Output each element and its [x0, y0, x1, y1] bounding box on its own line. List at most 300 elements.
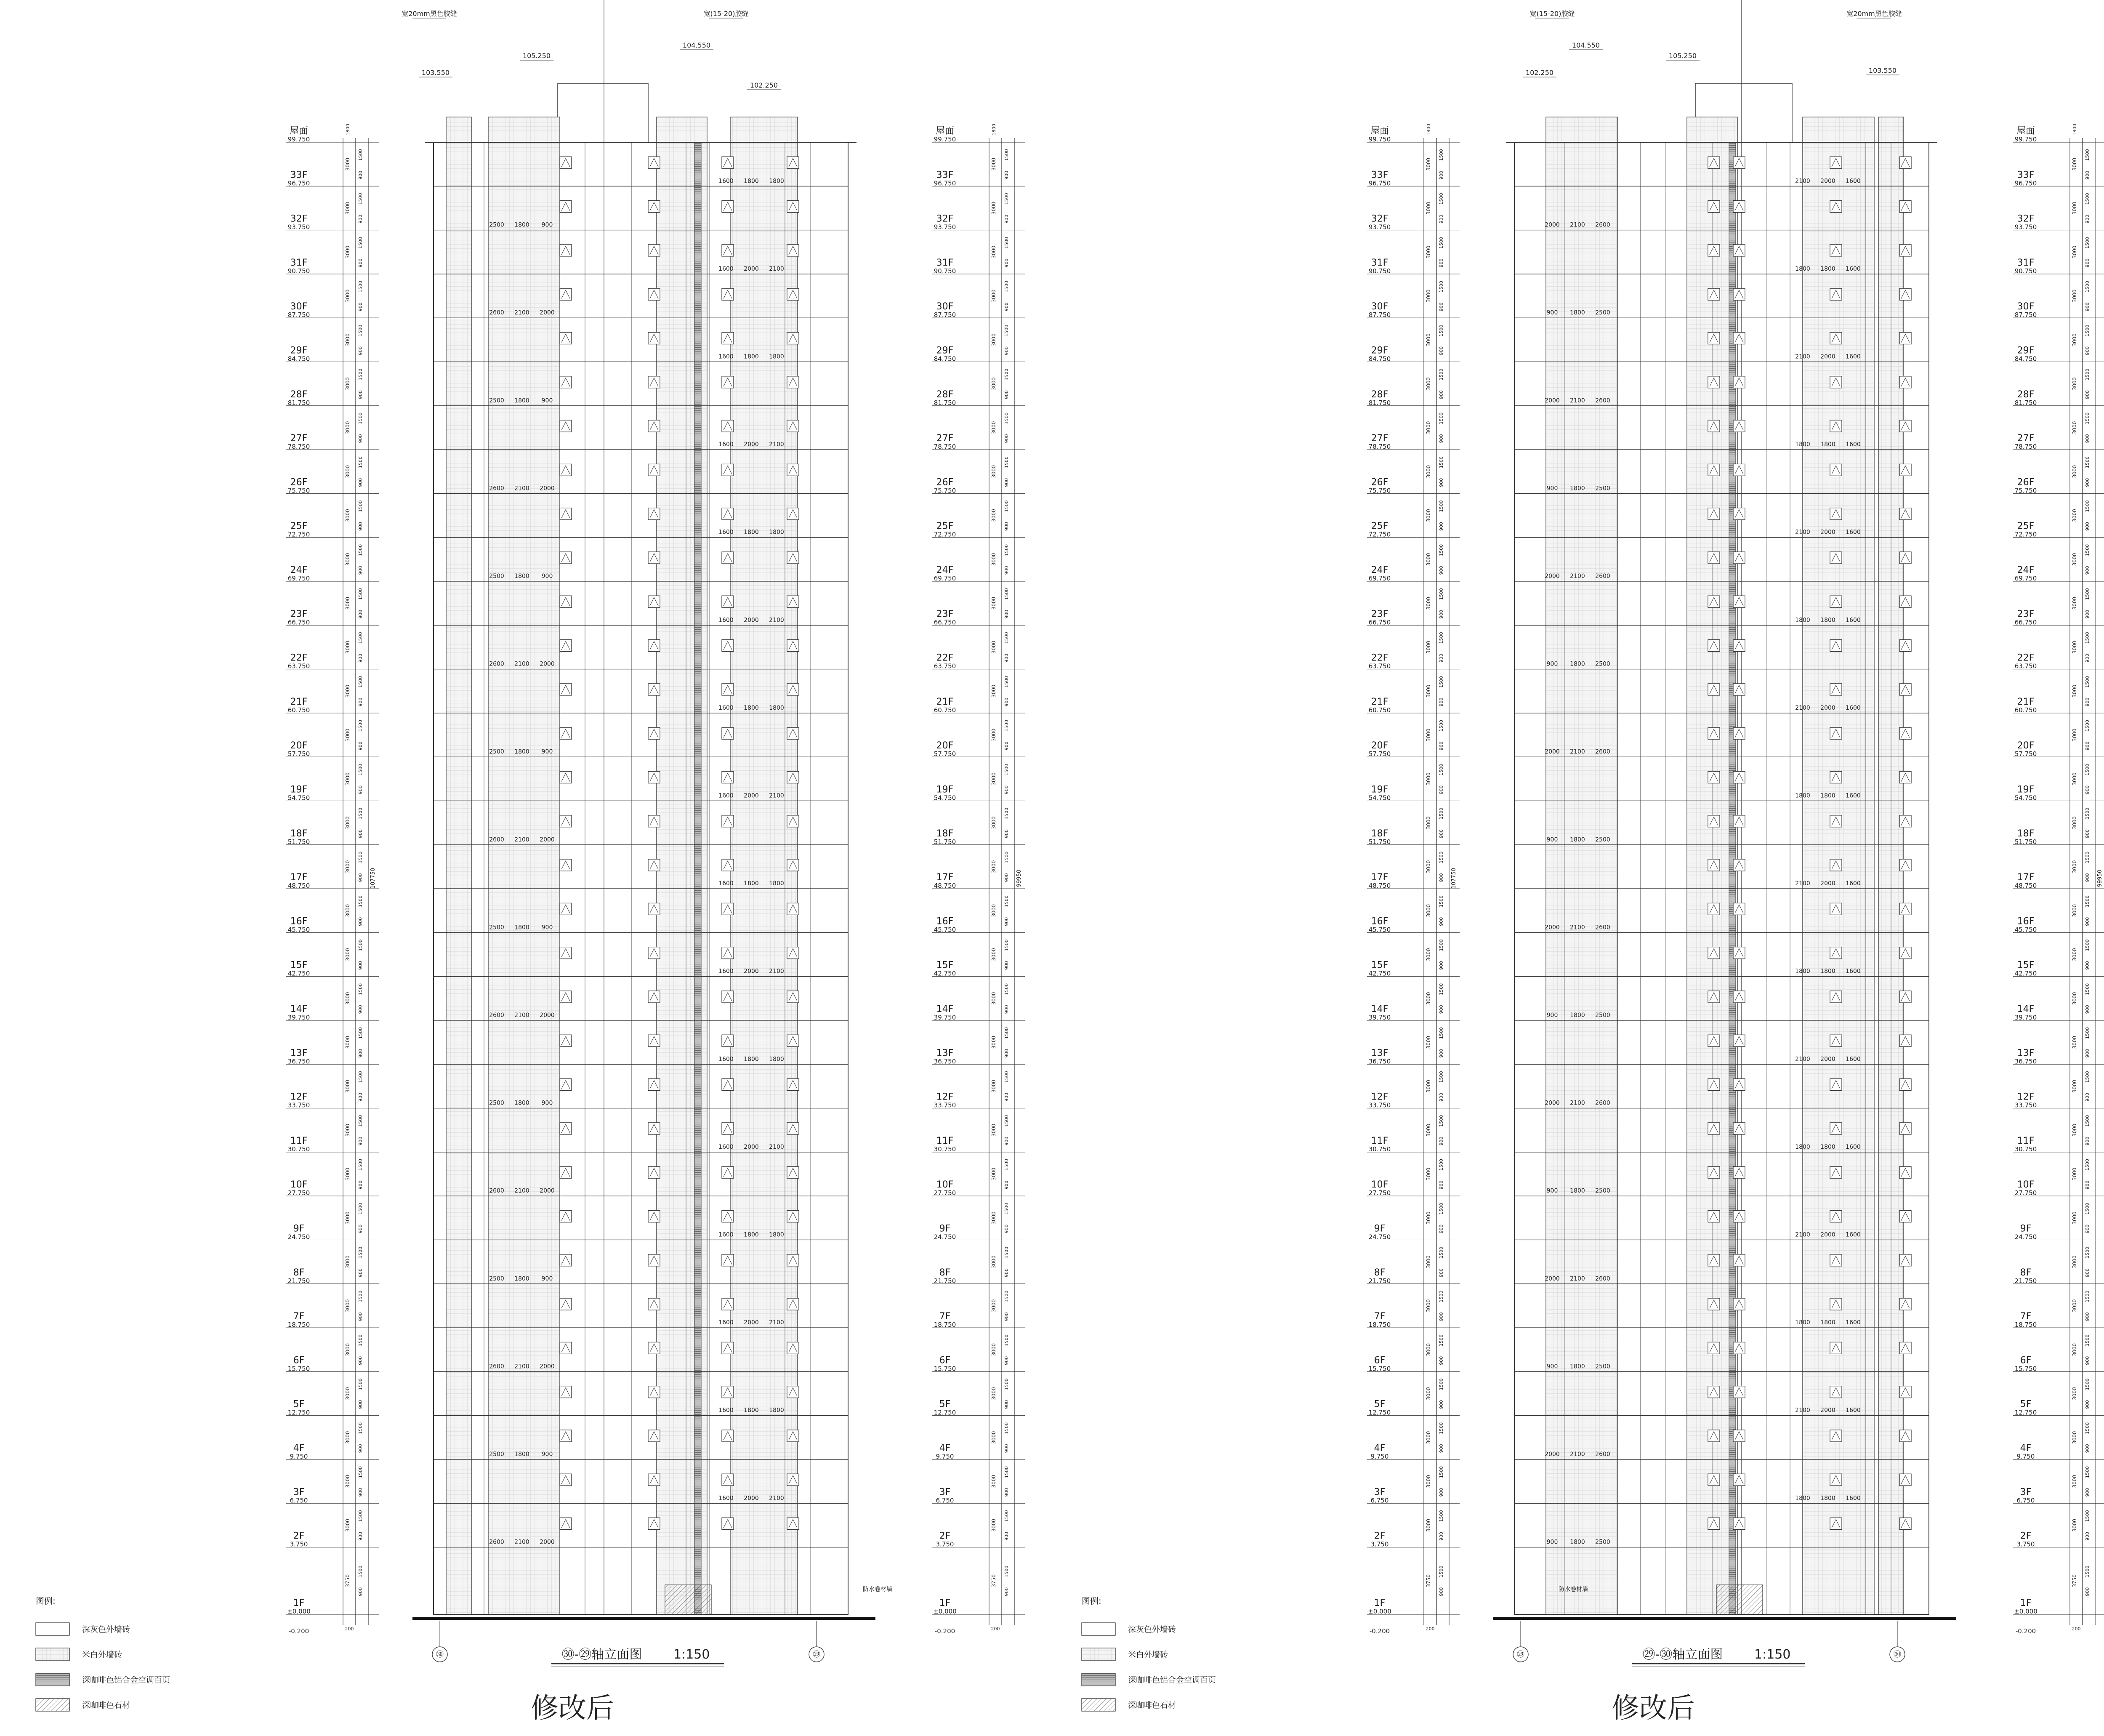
window-dim: 1500 [1004, 632, 1009, 644]
bay-dim-label: 2000 [540, 1363, 555, 1370]
storey-dim: 3000 [991, 1167, 997, 1181]
storey-dim: 3750 [2072, 1574, 2077, 1587]
sill-dim: 900 [2085, 785, 2090, 794]
floor-label: 3F [2020, 1487, 2032, 1498]
bay-dim-label: 1800 [514, 924, 529, 931]
sill-dim: 900 [2085, 610, 2090, 619]
sill-dim: 900 [1439, 698, 1444, 707]
top-note-4: 102.250 [1525, 68, 1554, 77]
storey-dim: 3000 [991, 596, 997, 610]
bay-dim-label: 1800 [1795, 792, 1810, 799]
floor-label: 8F [293, 1267, 305, 1278]
bay-dim-label: 900 [541, 572, 553, 580]
bay-dim-label: 1600 [1846, 792, 1861, 799]
legend-label: 深灰色外墙砖 [82, 1625, 130, 1634]
window-dim: 1500 [1004, 1159, 1009, 1171]
window-dim: 1500 [358, 412, 363, 424]
window-dim: 1500 [1439, 807, 1444, 820]
floor-elevation: ±0.000 [2014, 1608, 2038, 1615]
sill-dim: 900 [358, 829, 363, 839]
floor-label: 26F [290, 477, 308, 488]
below-grade-elev: -0.200 [1369, 1627, 1390, 1635]
floor-label: 7F [293, 1311, 305, 1322]
bay-dim-label: 2000 [1820, 1056, 1835, 1063]
sill-dim: 900 [2085, 961, 2090, 970]
legend-swatch-louver [1082, 1673, 1115, 1686]
storey-dim: 3000 [991, 289, 997, 303]
floor-label: 25F [290, 521, 308, 532]
sill-dim: 900 [2085, 1312, 2090, 1321]
drawing-scale: 1:150 [673, 1647, 710, 1662]
below-grade-elev: -0.200 [2015, 1627, 2036, 1635]
storey-dim: 3000 [2072, 1387, 2077, 1400]
bay-dim-label: 2100 [514, 309, 529, 317]
floor-elevation: 30.750 [1368, 1145, 1391, 1153]
bay-dim-label: 2100 [514, 1539, 529, 1546]
floor-label: 18F [2017, 828, 2035, 839]
bay-dim-label: 1600 [1846, 1407, 1861, 1414]
bay-dim-label: 2600 [489, 1012, 504, 1019]
floor-label: 22F [1371, 652, 1388, 663]
bay-dim-label: 1600 [1846, 968, 1861, 975]
sill-dim: 900 [2085, 522, 2090, 531]
bay-dim-label: 1800 [744, 1056, 759, 1063]
floor-label: 30F [2017, 301, 2035, 312]
window-dim: 1500 [1004, 720, 1009, 732]
storey-dim: 3000 [2072, 1343, 2077, 1356]
total-height: 99950 [1016, 869, 1022, 887]
storey-dim: 3000 [991, 641, 997, 654]
window-dim: 1500 [1004, 1334, 1009, 1347]
bay-dim-label: 1800 [1570, 660, 1585, 668]
bay-dim-label: 900 [1546, 309, 1558, 317]
bay-dim-label: 1800 [744, 880, 759, 887]
storey-dim: 3000 [345, 245, 351, 258]
bay-dim-label: 1600 [718, 1143, 734, 1150]
bay-dim-label: 2000 [744, 617, 759, 624]
sill-dim: 900 [358, 214, 363, 224]
bay-dim-label: 2500 [489, 924, 504, 931]
bay-dim-label: 1800 [1820, 441, 1835, 448]
bay-dim-label: 1800 [1795, 441, 1810, 448]
floor-label: 16F [936, 916, 954, 927]
window-dim: 1500 [1004, 325, 1009, 337]
bay-dim-label: 1800 [1820, 968, 1835, 975]
bay-dim-label: 2100 [514, 660, 529, 668]
bay-dim-label: 1600 [1846, 1495, 1861, 1502]
window-dim: 1500 [1439, 1378, 1444, 1390]
floor-label: 29F [2017, 345, 2035, 356]
floor-elevation: 39.750 [2014, 1013, 2037, 1021]
bay-dim-label: 1600 [718, 704, 734, 711]
floor-elevation: 3.750 [290, 1540, 308, 1548]
storey-dim: 3000 [991, 904, 997, 917]
window-dim: 1500 [1004, 851, 1009, 863]
window-dim: 1500 [358, 1466, 363, 1478]
storey-dim: 3000 [2072, 772, 2077, 785]
storey-dim: 3750 [345, 1574, 351, 1587]
bay-dim-label: 1800 [1820, 617, 1835, 624]
sill-dim: 900 [1004, 741, 1009, 751]
sill-dim: 900 [358, 522, 363, 531]
sill-dim: 900 [1439, 1137, 1444, 1146]
bay-dim-label: 1800 [769, 353, 784, 360]
top-note-3: 104.550 [682, 41, 711, 49]
sill-dim: 900 [1004, 917, 1009, 926]
window-dim: 1500 [1004, 500, 1009, 512]
bay-dim-label: 1800 [769, 1231, 784, 1238]
floor-label: 19F [290, 784, 308, 795]
floor-elevation: 51.750 [1368, 838, 1391, 846]
sill-dim: 900 [1439, 1049, 1444, 1058]
sill-dim: 900 [358, 961, 363, 970]
storey-dim: 3000 [991, 684, 997, 698]
floor-elevation: 81.750 [287, 399, 310, 407]
floor-label: 27F [2017, 433, 2035, 444]
bay-dim-label: 1600 [718, 617, 734, 624]
floor-elevation: 78.750 [2014, 443, 2037, 451]
floor-label: 7F [2020, 1311, 2032, 1322]
bay-dim-label: 2100 [1570, 924, 1585, 931]
storey-dim: 3000 [2072, 202, 2077, 215]
bay-dim-label: 1800 [514, 572, 529, 580]
bay-dim-label: 2000 [744, 265, 759, 272]
floor-elevation: 66.750 [934, 618, 956, 626]
sill-dim: 900 [1439, 873, 1444, 882]
floor-label: 19F [936, 784, 954, 795]
bay-dim-label: 900 [541, 924, 553, 931]
legend [1082, 1596, 1216, 1711]
bay-dim-label: 2600 [1595, 748, 1610, 756]
storey-dim: 3000 [2072, 421, 2077, 434]
bay-dim-label: 2100 [769, 265, 784, 272]
sill-dim: 900 [1439, 478, 1444, 487]
window-dim: 1500 [2085, 1071, 2090, 1083]
floor-elevation: 33.750 [934, 1101, 956, 1109]
floor-label: 25F [2017, 521, 2035, 532]
floor-label: 23F [936, 609, 954, 620]
floor-label: 13F [936, 1048, 954, 1059]
bay-dim-label: 2600 [1595, 1100, 1610, 1107]
window-dim: 1500 [358, 281, 363, 293]
bay-dim-label: 1600 [718, 1231, 734, 1238]
floor-label: 32F [1371, 213, 1388, 224]
floor-elevation: 57.750 [934, 750, 956, 758]
tile-bay-0 [1546, 117, 1617, 1614]
storey-dim: 3000 [2072, 1255, 2077, 1268]
window-dim: 1500 [358, 193, 363, 205]
window-dim: 1500 [1004, 149, 1009, 161]
window-dim: 1500 [358, 632, 363, 644]
bay-dim-label: 2100 [514, 836, 529, 843]
storey-dim: 3000 [1426, 948, 1431, 961]
bay-dim-label: 2000 [1545, 1100, 1560, 1107]
entrance-stairs [1716, 1585, 1763, 1614]
bay-dim-label: 2000 [540, 485, 555, 492]
sill-dim: 900 [358, 610, 363, 619]
floor-elevation: 15.750 [934, 1365, 956, 1373]
bay-dim-label: 2500 [489, 397, 504, 404]
sill-dim: 900 [2085, 1137, 2090, 1146]
legend-label: 深咖啡色石材 [82, 1701, 130, 1710]
storey-dim: 3000 [991, 1299, 997, 1313]
storey-dim: 3000 [1426, 641, 1431, 654]
floor-label: 6F [2020, 1355, 2032, 1366]
storey-dim: 3750 [991, 1574, 997, 1587]
floor-label: 32F [936, 213, 954, 224]
window-dim: 1500 [1439, 1510, 1444, 1522]
window-dim: 1500 [1004, 1115, 1009, 1127]
top-note-2: 宽20mm黑色胶缝 [1846, 9, 1902, 18]
floor-elevation: 30.750 [934, 1145, 956, 1153]
window-dim: 1500 [2085, 544, 2090, 556]
floor-label: 25F [1371, 521, 1388, 532]
sill-dim: 900 [1004, 1400, 1009, 1409]
storey-dim: 3000 [1426, 904, 1431, 917]
floor-elevation: 12.750 [287, 1409, 310, 1416]
bay-dim-label: 2000 [1545, 572, 1560, 580]
bay-dim-label: 2500 [1595, 1188, 1610, 1195]
window-dim: 1500 [1439, 1203, 1444, 1215]
bay-dim-label: 1800 [1570, 1363, 1585, 1370]
top-note-1: 105.250 [522, 51, 551, 60]
top-note-4: 103.550 [421, 68, 450, 77]
sill-dim: 900 [2085, 1049, 2090, 1058]
top-note-0: 宽(15-20)胶缝 [1529, 9, 1575, 18]
tile-bay-3 [446, 117, 471, 1614]
storey-dim: 3000 [345, 1431, 351, 1444]
floor-elevation: 99.750 [1368, 135, 1391, 143]
storey-dim: 3000 [2072, 1475, 2077, 1488]
window-dim: 1500 [1439, 1466, 1444, 1478]
bay-dim-label: 2000 [744, 441, 759, 448]
sill-dim: 900 [1004, 1224, 1009, 1233]
window-dim: 1500 [1004, 456, 1009, 469]
sill-dim: 900 [2085, 873, 2090, 882]
sill-dim: 900 [2085, 1224, 2090, 1233]
parapet-dim: 1800 [991, 123, 997, 136]
sill-dim: 900 [2085, 1268, 2090, 1278]
storey-dim: 3000 [2072, 1519, 2077, 1532]
bay-dim-label: 2100 [769, 968, 784, 975]
storey-dim: 3000 [991, 816, 997, 829]
floor-label: 31F [936, 257, 954, 268]
elevation-panel-left [36, 0, 1025, 1724]
floor-label: 5F [293, 1399, 305, 1410]
floor-label: 29F [936, 345, 954, 356]
sill-dim: 900 [358, 1312, 363, 1321]
window-dim: 1500 [358, 1159, 363, 1171]
storey-dim: 3000 [1426, 333, 1431, 346]
floor-elevation: 33.750 [287, 1101, 310, 1109]
bay-dim-label: 1800 [1820, 1319, 1835, 1326]
storey-dim: 3000 [1426, 728, 1431, 742]
window-dim: 1500 [1004, 983, 1009, 995]
window-dim: 1500 [358, 500, 363, 512]
bay-dim-label: 2000 [1545, 1451, 1560, 1458]
bay-dim-label: 1800 [769, 529, 784, 536]
bay-dim-label: 900 [1546, 836, 1558, 843]
floor-label: 22F [2017, 652, 2035, 663]
sill-dim: 900 [1004, 961, 1009, 970]
window-dim: 1500 [358, 325, 363, 337]
bay-dim-label: 1800 [1795, 1143, 1810, 1150]
bay-dim-label: 1600 [718, 178, 734, 185]
sill-dim: 900 [358, 1268, 363, 1278]
legend-swatch-plain [1082, 1623, 1115, 1635]
sill-dim: 900 [1004, 829, 1009, 839]
bay-dim-label: 2100 [769, 792, 784, 799]
storey-dim: 3000 [345, 509, 351, 522]
window-dim: 1500 [358, 1027, 363, 1039]
bay-dim-label: 1800 [1570, 1539, 1585, 1546]
sill-dim: 900 [2085, 1444, 2090, 1453]
sill-dim: 900 [1004, 1488, 1009, 1497]
floor-elevation: 75.750 [2014, 487, 2037, 495]
floor-label: 21F [290, 696, 308, 707]
storey-dim: 3000 [345, 860, 351, 873]
top-note-5: 102.250 [750, 81, 778, 89]
floor-elevation: 27.750 [287, 1189, 310, 1197]
storey-dim: 3000 [991, 728, 997, 742]
floor-elevation: 51.750 [287, 838, 310, 846]
floor-elevation: 6.750 [2016, 1496, 2035, 1504]
parapet-dim: 1800 [2072, 123, 2077, 136]
floor-elevation: 93.750 [1368, 223, 1391, 231]
bay-dim-label: 2100 [1570, 1275, 1585, 1282]
sill-dim: 900 [358, 873, 363, 882]
floor-label: 15F [290, 960, 308, 971]
storey-dim: 3000 [991, 333, 997, 346]
floor-label: 3F [1374, 1487, 1386, 1498]
storey-dim: 3000 [991, 1036, 997, 1049]
bay-dim-label: 1800 [514, 221, 529, 229]
bay-dim-label: 1800 [744, 1407, 759, 1414]
sill-dim: 900 [358, 698, 363, 707]
floor-label: 13F [2017, 1048, 2035, 1059]
sill-dim: 900 [358, 566, 363, 575]
bay-dim-label: 2500 [1595, 660, 1610, 668]
sill-dim: 900 [1004, 785, 1009, 794]
floor-elevation: 30.750 [2014, 1145, 2037, 1153]
sill-dim: 900 [2085, 566, 2090, 575]
floor-label: 23F [2017, 609, 2035, 620]
window-dim: 1500 [2085, 368, 2090, 381]
floor-label: 29F [1371, 345, 1388, 356]
sill-dim: 900 [2085, 1531, 2090, 1541]
storey-dim: 3000 [345, 728, 351, 742]
sill-dim: 900 [1004, 478, 1009, 487]
floor-elevation: 24.750 [934, 1233, 956, 1241]
storey-dim: 3750 [1426, 1574, 1431, 1587]
bay-dim-label: 2000 [540, 660, 555, 668]
sill-dim: 900 [1439, 1005, 1444, 1014]
sill-dim: 900 [2085, 698, 2090, 707]
sill-dim: 900 [358, 1488, 363, 1497]
floor-elevation: 90.750 [2014, 267, 2037, 275]
floor-elevation: 78.750 [287, 443, 310, 451]
bay-dim-label: 2500 [489, 1451, 504, 1458]
window-dim: 1500 [1004, 1290, 1009, 1302]
floor-elevation: 30.750 [287, 1145, 310, 1153]
storey-dim: 3000 [2072, 904, 2077, 917]
bay-dim-label: 2500 [489, 572, 504, 580]
floor-elevation: 69.750 [2014, 574, 2037, 582]
floor-label: 15F [2017, 960, 2035, 971]
window-dim: 1500 [358, 1203, 363, 1215]
window-dim: 1500 [1004, 807, 1009, 820]
floor-label: 18F [1371, 828, 1388, 839]
storey-dim: 3000 [1426, 289, 1431, 303]
floor-elevation: 63.750 [1368, 662, 1391, 670]
bay-dim-label: 2100 [1570, 748, 1585, 756]
window-dim: 1500 [1004, 237, 1009, 249]
storey-dim: 3000 [2072, 289, 2077, 303]
floor-label: 25F [936, 521, 954, 532]
sill-dim: 900 [1439, 566, 1444, 575]
window-dim: 1500 [1004, 1566, 1009, 1578]
bay-dim-label: 2000 [744, 1495, 759, 1502]
floor-elevation: 81.750 [934, 399, 956, 407]
floor-label: 11F [2017, 1135, 2035, 1146]
bay-dim-label: 1600 [718, 441, 734, 448]
storey-dim: 3000 [1426, 596, 1431, 610]
floor-elevation: 84.750 [1368, 355, 1391, 363]
bay-dim-label: 1600 [718, 265, 734, 272]
sill-dim: 900 [358, 1587, 363, 1596]
bay-dim-label: 2600 [1595, 1451, 1610, 1458]
storey-dim: 3000 [1426, 1475, 1431, 1488]
right-level-column [932, 124, 1025, 1635]
sill-dim: 900 [2085, 478, 2090, 487]
floor-label: 5F [939, 1399, 951, 1410]
storey-dim: 3000 [1426, 684, 1431, 698]
floor-label: 12F [936, 1092, 954, 1102]
floor-label: 8F [2020, 1267, 2032, 1278]
storey-dim: 3000 [1426, 1255, 1431, 1268]
floor-label: 33F [290, 170, 308, 181]
window-dim: 1500 [2085, 281, 2090, 293]
sill-dim: 900 [358, 1137, 363, 1146]
bay-dim-label: 2100 [1795, 880, 1810, 887]
window-dim: 1500 [2085, 764, 2090, 776]
window-dim: 1500 [1439, 412, 1444, 424]
total-height: 107750 [370, 868, 376, 889]
bay-dim-label: 2000 [540, 1188, 555, 1195]
storey-dim: 3000 [345, 377, 351, 390]
bay-dim-label: 900 [1546, 660, 1558, 668]
window-dim: 1500 [1004, 1071, 1009, 1083]
bay-dim-label: 2000 [1545, 397, 1560, 404]
floor-elevation: 27.750 [1368, 1189, 1391, 1197]
floor-label: 24F [290, 564, 308, 575]
sill-dim: 900 [358, 1180, 363, 1190]
floor-label: 4F [939, 1443, 951, 1454]
bay-dim-label: 900 [1546, 1363, 1558, 1370]
bay-dim-label: 1600 [1846, 704, 1861, 711]
window-dim: 1500 [2085, 676, 2090, 688]
sill-dim: 900 [1439, 1444, 1444, 1453]
floor-label: 16F [2017, 916, 2035, 927]
window-dim: 1500 [358, 1246, 363, 1259]
storey-dim: 3000 [345, 1299, 351, 1313]
storey-dim: 3000 [2072, 1080, 2077, 1093]
bay-dim-label: 1800 [1820, 1495, 1835, 1502]
sill-dim: 900 [1439, 214, 1444, 224]
floor-elevation: 42.750 [934, 969, 956, 977]
top-note-0: 宽20mm黑色胶缝 [402, 9, 457, 18]
storey-dim: 3000 [345, 1080, 351, 1093]
